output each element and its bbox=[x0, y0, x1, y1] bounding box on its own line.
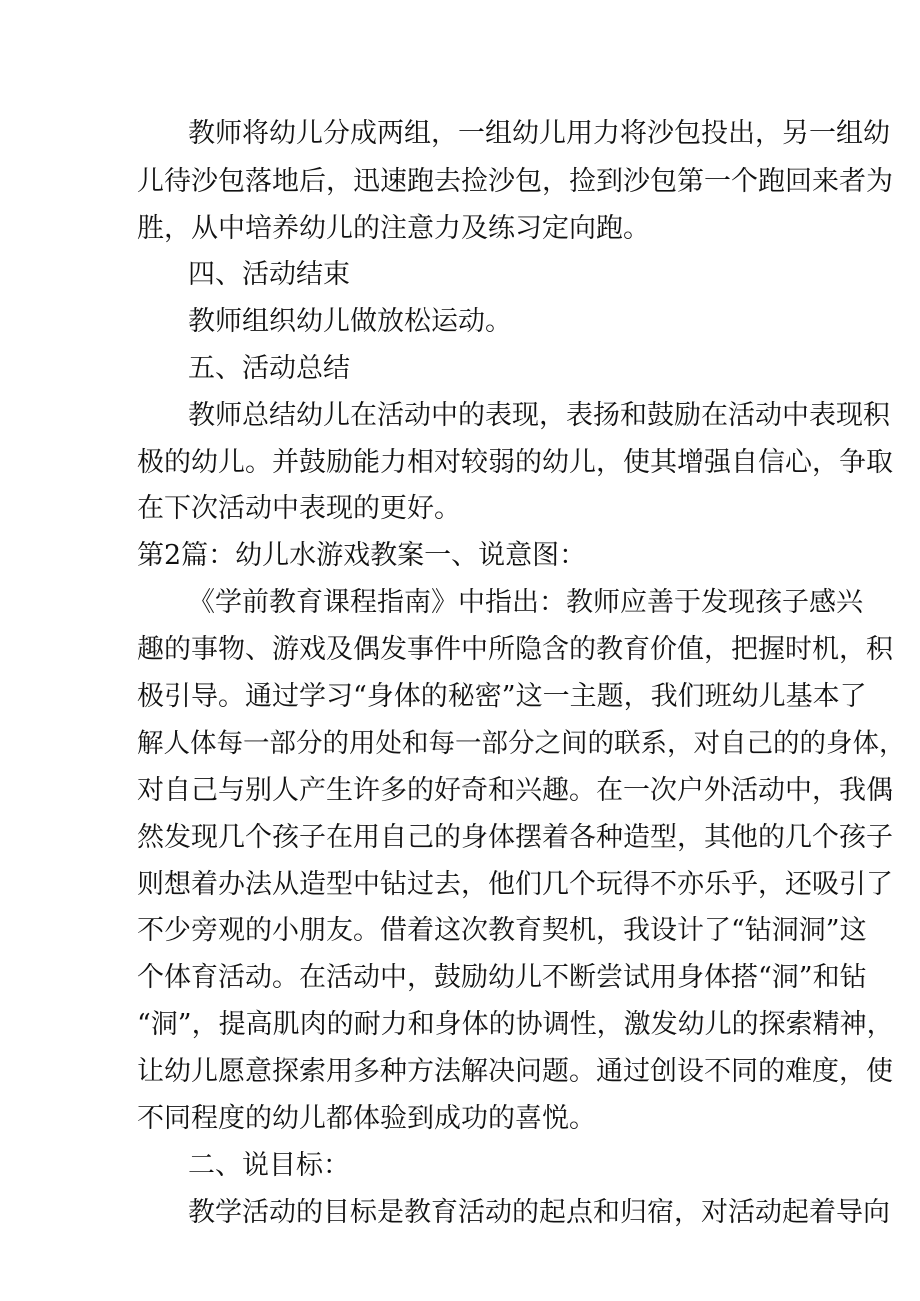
paragraph-line: 则想着办法从造型中钻过去，他们几个玩得不亦乐乎，还吸引了 bbox=[137, 869, 893, 900]
article-title: 第2篇：幼儿水游戏教案一、说意图： bbox=[137, 540, 587, 571]
section-heading: 五、活动总结 bbox=[188, 353, 350, 384]
paragraph-line: 对自己与别人产生许多的好奇和兴趣。在一次户外活动中，我偶 bbox=[137, 775, 893, 806]
paragraph-line: 《学前教育课程指南》中指出：教师应善于发现孩子感兴 bbox=[188, 587, 863, 618]
paragraph-line: 儿待沙包落地后，迅速跑去捡沙包，捡到沙包第一个跑回来者为 bbox=[137, 166, 893, 197]
paragraph-line: 教学活动的目标是教育活动的起点和归宿，对活动起着导向 bbox=[188, 1197, 890, 1228]
paragraph-line: 不同程度的幼儿都体验到成功的喜悦。 bbox=[137, 1103, 596, 1134]
section-heading: 二、说目标： bbox=[188, 1150, 350, 1181]
paragraph-line: “洞”，提高肌肉的耐力和身体的协调性，激发幼儿的探索精神， bbox=[137, 1009, 894, 1040]
paragraph-line: 趣的事物、游戏及偶发事件中所隐含的教育价值，把握时机，积 bbox=[137, 634, 893, 665]
paragraph-line: 在下次活动中表现的更好。 bbox=[137, 493, 461, 524]
paragraph-line: 让幼儿愿意探索用多种方法解决问题。通过创设不同的难度，使 bbox=[137, 1056, 893, 1087]
paragraph-line: 不少旁观的小朋友。借着这次教育契机，我设计了“钻洞洞”这 bbox=[137, 915, 867, 946]
paragraph-line: 教师总结幼儿在活动中的表现，表扬和鼓励在活动中表现积 bbox=[188, 400, 890, 431]
paragraph-line: 教师组织幼儿做放松运动。 bbox=[188, 306, 512, 337]
paragraph-line: 然发现几个孩子在用自己的身体摆着各种造型，其他的几个孩子 bbox=[137, 822, 893, 853]
paragraph-line: 胜，从中培养幼儿的注意力及练习定向跑。 bbox=[137, 213, 650, 244]
paragraph-line: 解人体每一部分的用处和每一部分之间的联系，对自己的的身体， bbox=[137, 728, 906, 759]
paragraph-line: 极引导。通过学习“身体的秘密”这一主题，我们班幼儿基本了 bbox=[137, 681, 867, 712]
section-heading: 四、活动结束 bbox=[188, 259, 350, 290]
paragraph-line: 个体育活动。在活动中，鼓励幼儿不断尝试用身体搭“洞”和钻 bbox=[137, 962, 867, 993]
paragraph-line: 教师将幼儿分成两组，一组幼儿用力将沙包投出，另一组幼 bbox=[188, 118, 890, 149]
paragraph-line: 极的幼儿。并鼓励能力相对较弱的幼儿，使其增强自信心，争取 bbox=[137, 447, 893, 478]
